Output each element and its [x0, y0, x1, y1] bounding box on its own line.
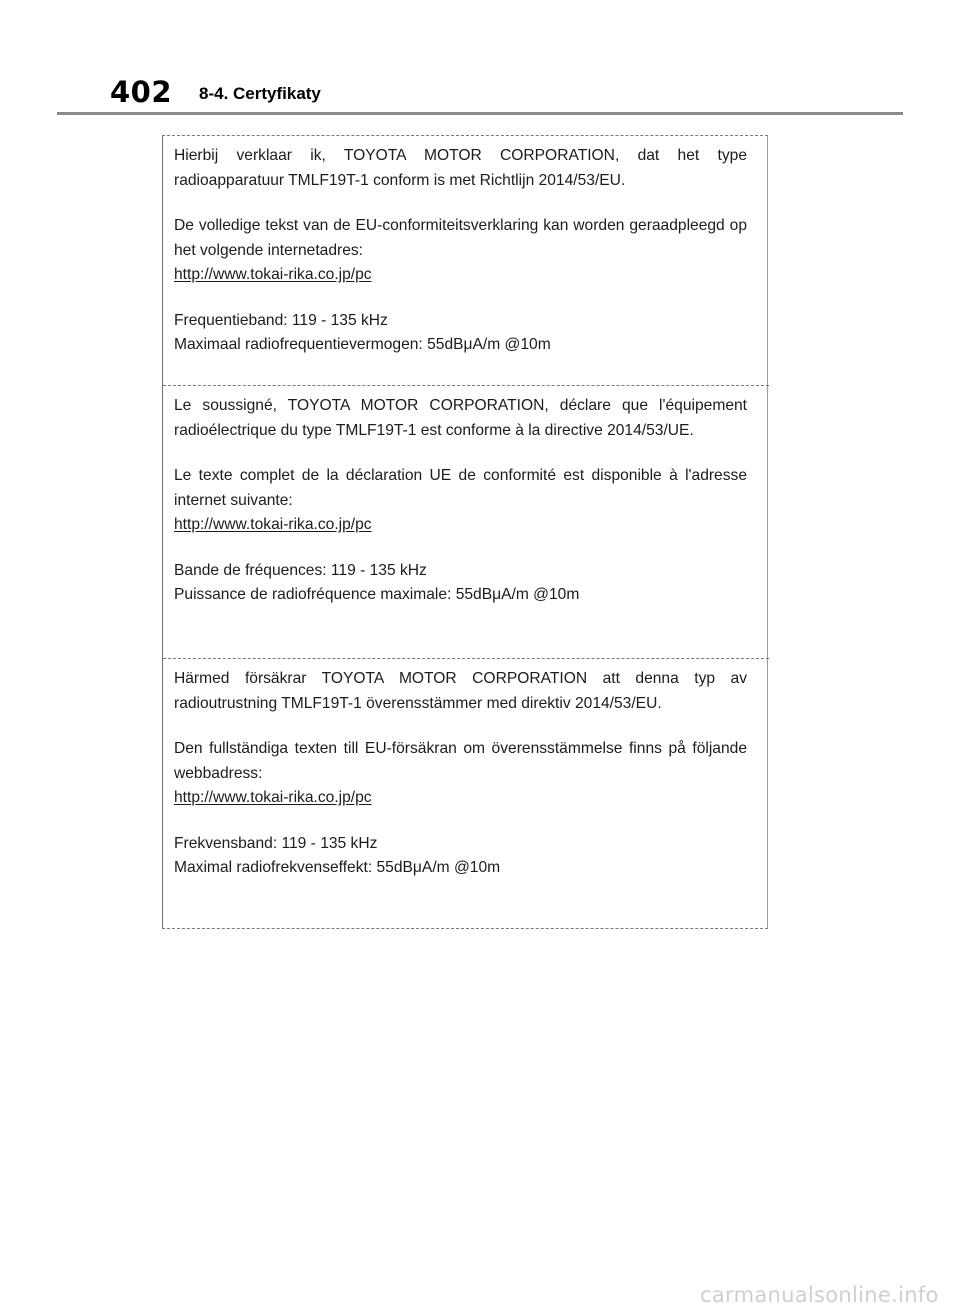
spec-block: [174, 309, 747, 358]
declaration-text: Hierbij verklaar ik, TOYOTA MOTOR CORPORATION, dat het type radioapparatuur TMLF19T-1 conform is met Richtlijn 2014/53/EU.: [174, 147, 747, 189]
certificate-section-french: [163, 385, 769, 658]
full-text-info: De volledige tekst van de EU-conformiteitsverklaring kan worden geraadpleegd op het volgende internetadres:: [174, 217, 747, 259]
header-divider: [57, 112, 903, 115]
certificate-url-link[interactable]: http://www.tokai-rika.co.jp/pc: [174, 789, 372, 806]
spec-block: [174, 559, 747, 608]
frequency-band: Frekvensband: 119 - 135 kHz: [174, 834, 378, 852]
certificate-frame: [162, 135, 768, 929]
frequency-band: Bande de fréquences: 119 - 135 kHz: [174, 561, 427, 579]
certificate-url-link[interactable]: http://www.tokai-rika.co.jp/pc: [174, 516, 372, 533]
declaration-text: Härmed försäkrar TOYOTA MOTOR CORPORATION att denna typ av radioutrustning TMLF19T-1 överensstämmer med direktiv 2014/53/EU.: [174, 670, 747, 712]
max-power: Maximaal radiofrequentievermogen: 55dBμA/m @10m: [174, 336, 551, 353]
certificate-section-dutch: [163, 136, 769, 385]
full-text-info: Le texte complet de la déclaration UE de conformité est disponible à l'adresse internet suivante:: [174, 467, 747, 509]
spec-block: [174, 832, 747, 881]
frequency-band: Frequentieband: 119 - 135 kHz: [174, 311, 388, 329]
full-text-info: Den fullständiga texten till EU-försäkran om överensstämmelse finns på följande webbadress:: [174, 740, 747, 782]
page-number: 402: [110, 75, 173, 109]
certificate-section-swedish: [163, 658, 769, 929]
watermark: carmanualsonline.info: [700, 1283, 939, 1307]
max-power: Maximal radiofrekvenseffekt: 55dBμA/m @10m: [174, 859, 501, 876]
declaration-text: Le soussigné, TOYOTA MOTOR CORPORATION, déclare que l'équipement radioélectrique du type TMLF19T-1 est conforme à la directive 2014/53/UE.: [174, 397, 747, 439]
max-power: Puissance de radiofréquence maximale: 55dBμA/m @10m: [174, 586, 580, 603]
section-title: 8-4. Certyfikaty: [199, 84, 321, 103]
certificate-url-link[interactable]: http://www.tokai-rika.co.jp/pc: [174, 266, 372, 283]
page-header: [0, 0, 960, 120]
